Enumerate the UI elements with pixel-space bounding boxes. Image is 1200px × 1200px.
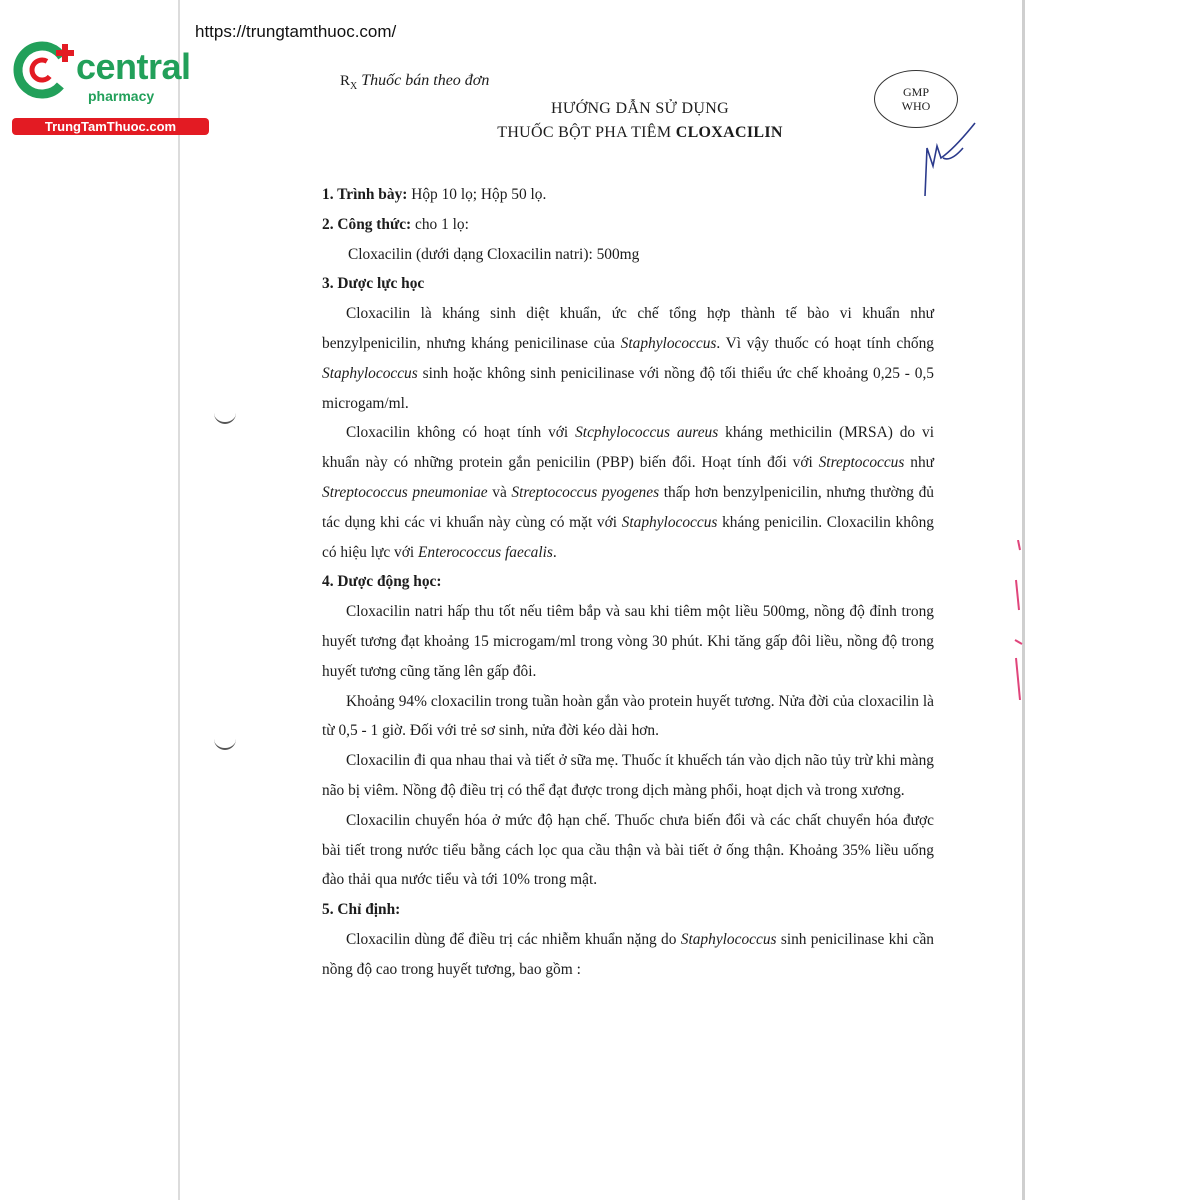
section-1: 1. Trình bày: Hộp 10 lọ; Hộp 50 lọ.	[322, 186, 547, 203]
logo-banner: TrungTamThuoc.com	[12, 118, 209, 135]
gmp-who-stamp: GMP WHO	[874, 70, 958, 128]
section-5-heading: 5. Chỉ định:	[322, 901, 401, 919]
pharmacokinetics-paragraph-1: Cloxacilin natri hấp thu tốt nếu tiêm bắp và sau khi tiêm một liều 500mg, nồng độ đỉnh trong huyết tương đạt khoảng 15 microgam/ml trong vòng 30 phút. Khi tăng gấp đôi liều, nồng độ trong huyết tương cũng tăng lên gấp đôi.	[322, 603, 934, 680]
logo-subtitle: pharmacy	[88, 88, 155, 104]
logo-wordmark: central	[76, 46, 191, 87]
punch-hole-top	[214, 410, 236, 424]
watermark-url: https://trungtamthuoc.com/	[195, 22, 397, 41]
rx-text: Thuốc bán theo đơn	[361, 72, 490, 89]
indications-paragraph-1: Cloxacilin dùng để điều trị các nhiễm khuẩn nặng do Staphylococcus sinh penicilinase khi cần nồng độ cao trong huyết tương, bao gồm :	[322, 930, 934, 978]
pharmacokinetics-paragraph-2: Khoảng 94% cloxacilin trong tuần hoàn gắn vào protein huyết tương. Nửa đời của cloxacilin là từ 0,5 - 1 giờ. Đối với trẻ sơ sinh, nửa đời kéo dài hơn.	[322, 692, 934, 740]
punch-hole-bottom	[214, 736, 236, 750]
drug-name: CLOXACILIN	[675, 124, 783, 141]
document-title: HƯỚNG DẪN SỬ DỤNG	[551, 100, 729, 117]
rx-symbol: $R_X$	[340, 73, 358, 92]
document-body	[322, 180, 934, 985]
section-3-heading: 3. Dược lực học	[322, 275, 425, 293]
page-edge-left	[178, 0, 180, 1200]
pharmacodynamics-paragraph-1: Cloxacilin là kháng sinh diệt khuẩn, ức chế tổng hợp thành tế bào vi khuẩn như benzylpenicilin, nhưng kháng penicilinase của Staphylococcus. Vì vậy thuốc có hoạt tính chống Staphylococcus sinh hoặc không sinh penicilinase với nồng độ tối thiểu ức chế khoảng 0,25 - 0,5 microgam/ml.	[322, 305, 935, 412]
pharmacokinetics-paragraph-4: Cloxacilin chuyển hóa ở mức độ hạn chế. Thuốc chưa biến đổi và các chất chuyển hóa được bài tiết trong nước tiểu bằng cách lọc qua cầu thận và bài tiết ở ống thận. Khoảng 35% liều uống đào thải qua nước tiểu và tới 10% trong mật.	[322, 811, 934, 889]
formula-line: Cloxacilin (dưới dạng Cloxacilin natri): 500mg	[348, 245, 640, 263]
section-2: 2. Công thức: cho 1 lọ:	[322, 215, 469, 233]
document-subtitle: THUỐC BỘT PHA TIÊM CLOXACILIN	[497, 124, 783, 141]
section-4-heading: 4. Dược động học:	[322, 573, 442, 591]
pharmacodynamics-paragraph-2: Cloxacilin không có hoạt tính với Stcphylococcus aureus kháng methicilin (MRSA) do vi khuẩn này có những protein gắn penicilin (PBP) biến đổi. Hoạt tính đối với Streptococcus như Streptococcus pneumoniae và Streptococcus pyogenes thấp hơn benzylpenicilin, nhưng thường đủ tác dụng khi các vi khuẩn này cùng có mặt với Staphylococcus kháng penicilin. Cloxacilin không có hiệu lực với Enterococcus faecalis.	[322, 424, 934, 561]
pharmacokinetics-paragraph-3: Cloxacilin đi qua nhau thai và tiết ở sữa mẹ. Thuốc ít khuếch tán vào dịch não tủy trừ khi màng não bị viêm. Nồng độ điều trị có thể đạt được trong dịch màng phổi, hoạt dịch và trong xương.	[322, 752, 934, 799]
rx-prescription-line	[340, 72, 489, 92]
margin-stamp-marks	[1010, 540, 1030, 700]
